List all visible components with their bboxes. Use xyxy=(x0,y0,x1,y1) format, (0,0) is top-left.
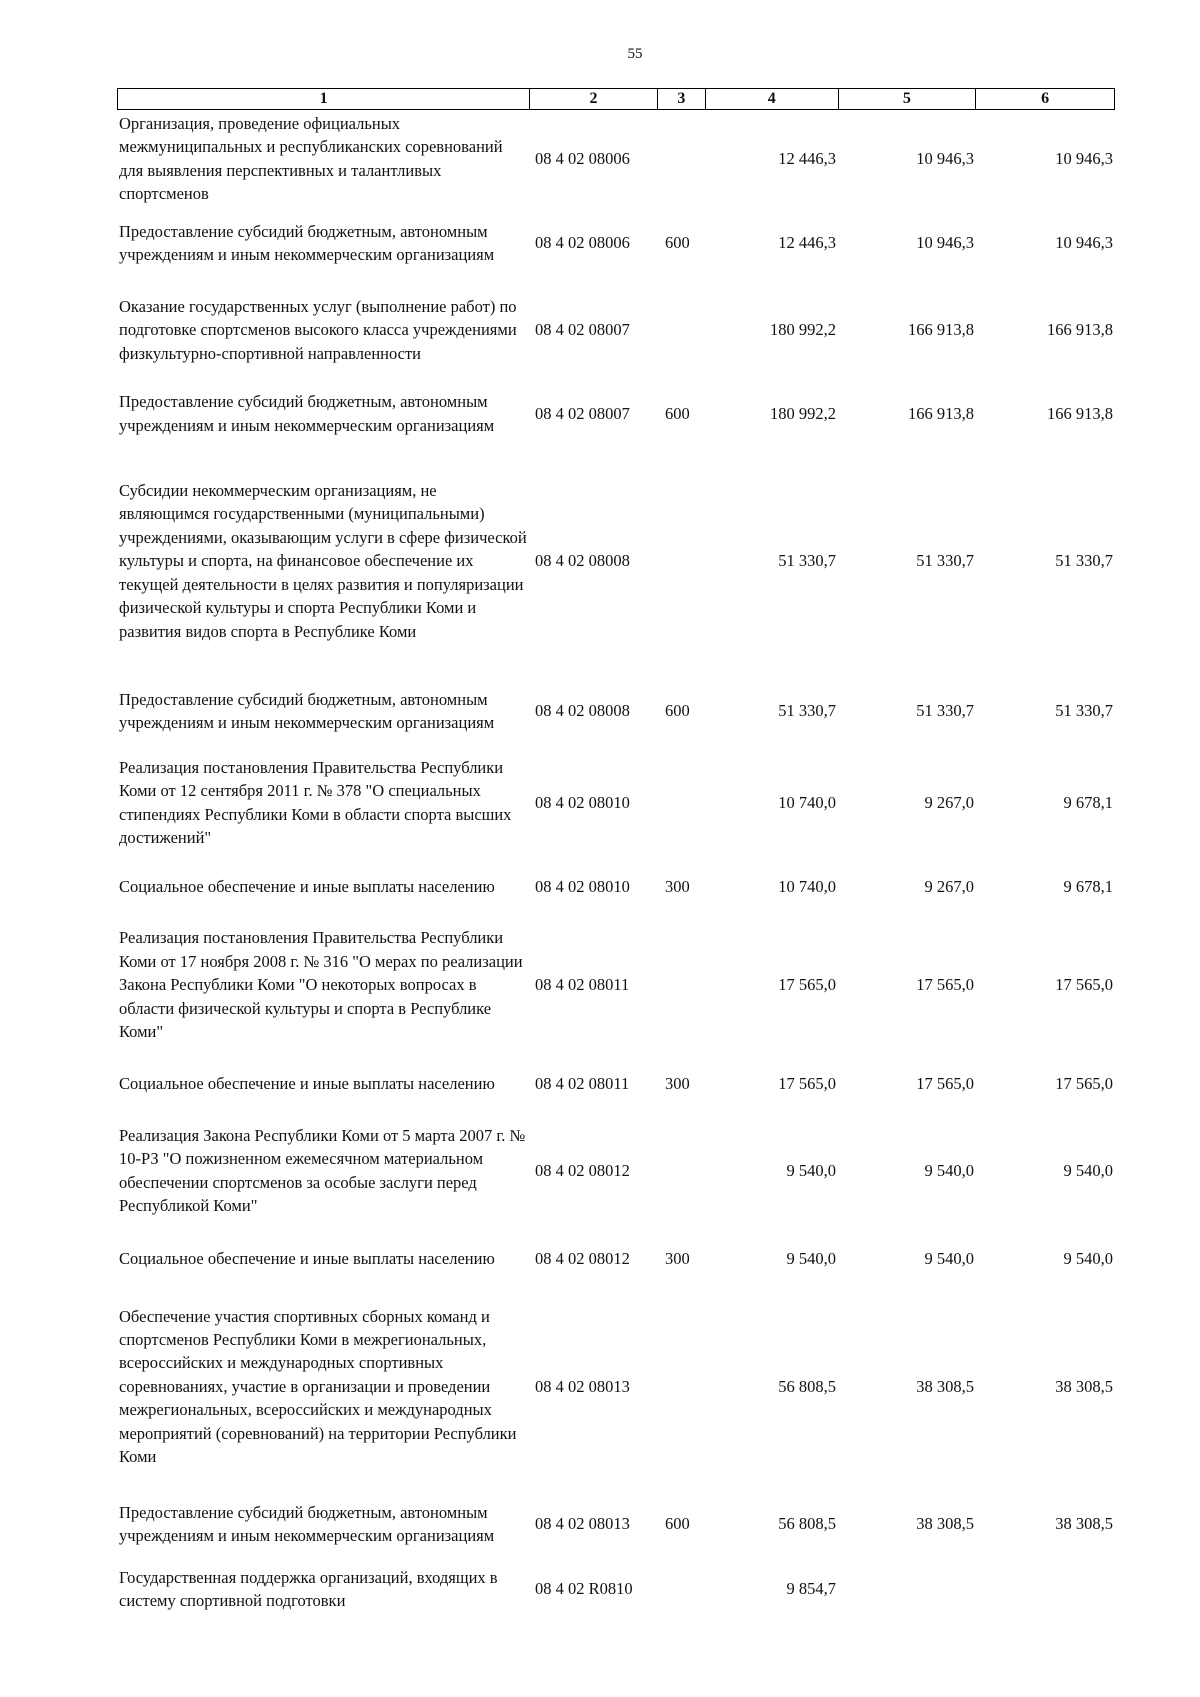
row-type: 300 xyxy=(665,876,690,896)
row-name: Социальное обеспечение и иные выплаты населению xyxy=(119,876,495,896)
table-row xyxy=(117,914,1115,1056)
row-name: Реализация постановления Правительства Республики Коми от 12 сентября 2011 г. № 378 "О специальных стипендиях Республики Коми в области спорта высших достижений" xyxy=(119,757,512,847)
row-code: 08 4 02 08011 xyxy=(535,975,630,994)
row-name: Предоставление субсидий бюджетным, автономным учреждениям и иным некоммерческим организациям xyxy=(119,221,495,264)
table-row xyxy=(117,446,1115,676)
row-value-col5: 166 913,8 xyxy=(908,320,974,339)
table-row xyxy=(117,1564,1115,1614)
table-body xyxy=(117,110,1115,1614)
row-value-col6: 9 540,0 xyxy=(1063,1249,1113,1268)
row-type: 300 xyxy=(665,1074,690,1093)
row-code: 08 4 02 08008 xyxy=(535,551,630,570)
row-code: 08 4 02 R0810 xyxy=(535,1579,633,1598)
row-value-col5: 9 540,0 xyxy=(924,1249,974,1268)
row-type: 600 xyxy=(665,403,690,423)
budget-table xyxy=(117,88,1115,1614)
row-name: Государственная поддержка организаций, входящих в систему спортивной подготовки xyxy=(119,1567,498,1610)
row-value-col6: 9 678,1 xyxy=(1063,876,1113,896)
table-header xyxy=(117,88,1115,110)
page-number: 55 xyxy=(627,46,643,62)
table-row xyxy=(117,1112,1115,1229)
row-type: 600 xyxy=(665,1514,690,1533)
table-row xyxy=(117,859,1115,914)
row-value-col5: 9 540,0 xyxy=(924,1160,974,1180)
row-value-col4: 17 565,0 xyxy=(778,975,836,994)
row-code: 08 4 02 08010 xyxy=(535,876,630,896)
row-value-col6: 38 308,5 xyxy=(1055,1376,1113,1396)
row-name: Социальное обеспечение и иные выплаты населению xyxy=(119,1074,495,1094)
row-value-col4: 9 540,0 xyxy=(786,1249,836,1268)
row-value-col6: 17 565,0 xyxy=(1055,1074,1113,1093)
row-code: 08 4 02 08007 xyxy=(535,320,630,339)
row-value-col5: 9 267,0 xyxy=(924,876,974,896)
table-row xyxy=(117,279,1115,381)
row-value-col5: 10 946,3 xyxy=(916,233,974,252)
table-row xyxy=(117,746,1115,859)
row-value-col5: 9 267,0 xyxy=(924,792,974,812)
row-code: 08 4 02 08006 xyxy=(535,148,630,168)
row-code: 08 4 02 08012 xyxy=(535,1160,630,1180)
row-code: 08 4 02 08006 xyxy=(535,233,630,252)
row-code: 08 4 02 08013 xyxy=(535,1514,630,1533)
row-name: Организация, проведение официальных межмуниципальных и республиканских соревнований для выявления перспективных и талантливых спортсменов xyxy=(119,113,503,203)
row-value-col4: 56 808,5 xyxy=(778,1376,836,1396)
row-code: 08 4 02 08012 xyxy=(535,1249,630,1268)
row-value-col5: 17 565,0 xyxy=(916,975,974,994)
row-value-col4: 180 992,2 xyxy=(770,403,836,423)
table-row xyxy=(117,110,1115,207)
row-value-col4: 56 808,5 xyxy=(778,1514,836,1533)
row-code: 08 4 02 08013 xyxy=(535,1376,630,1396)
row-value-col4: 12 446,3 xyxy=(778,233,836,252)
row-value-col5: 51 330,7 xyxy=(916,701,974,720)
table-row xyxy=(117,676,1115,746)
row-value-col4: 51 330,7 xyxy=(778,701,836,720)
row-value-col4: 180 992,2 xyxy=(770,320,836,339)
row-value-col4: 10 740,0 xyxy=(778,876,836,896)
row-value-col4: 12 446,3 xyxy=(778,148,836,168)
header-col-2: 2 xyxy=(529,89,657,109)
row-code: 08 4 02 08008 xyxy=(535,701,630,720)
row-value-col4: 9 854,7 xyxy=(786,1579,836,1598)
table-row xyxy=(117,381,1115,446)
row-type: 300 xyxy=(665,1249,690,1268)
row-value-col6: 17 565,0 xyxy=(1055,975,1113,994)
row-name: Реализация постановления Правительства Республики Коми от 17 ноября 2008 г. № 316 "О мерах по реализации Закона Республики Коми "О некоторых вопросах в области физической культуры и спорта в Республике Коми" xyxy=(119,928,523,1042)
row-type: 600 xyxy=(665,701,690,720)
header-col-3: 3 xyxy=(657,89,705,109)
table-row xyxy=(117,207,1115,279)
row-value-col6: 10 946,3 xyxy=(1055,148,1113,168)
row-name: Реализация Закона Республики Коми от 5 марта 2007 г. № 10-РЗ "О пожизненном ежемесячном материальном обеспечении спортсменов за особые заслуги перед Республикой Коми" xyxy=(119,1125,526,1215)
row-value-col4: 17 565,0 xyxy=(778,1074,836,1093)
header-col-1: 1 xyxy=(319,90,328,107)
row-value-col6: 38 308,5 xyxy=(1055,1514,1113,1533)
row-value-col6: 166 913,8 xyxy=(1047,403,1113,423)
table-row xyxy=(117,1289,1115,1484)
row-name: Обеспечение участия спортивных сборных команд и спортсменов Республики Коми в межрегиональных, всероссийских и международных спортивных соревнованиях, участие в организации и проведении межрегиональных, всероссийских и международных мероприятий (соревнований) на территории Республики Коми xyxy=(119,1306,517,1467)
row-value-col5: 51 330,7 xyxy=(916,551,974,570)
row-name: Оказание государственных услуг (выполнение работ) по подготовке спортсменов высокого класса учреждениями физкультурно-спортивной направленности xyxy=(119,296,517,363)
row-type: 600 xyxy=(665,233,690,252)
row-name: Субсидии некоммерческим организациям, не являющимся государственными (муниципальными) учреждениями, оказывающим услуги в сфере физической культуры и спорта, на финансовое обеспечение их текущей деятельности в целях развития и популяризации физической культуры и спорта Республики Коми и развития видов спорта в Республике Коми xyxy=(119,481,527,641)
row-value-col4: 51 330,7 xyxy=(778,551,836,570)
row-name: Предоставление субсидий бюджетным, автономным учреждениям и иным некоммерческим организациям xyxy=(119,689,495,732)
row-name: Предоставление субсидий бюджетным, автономным учреждениям и иным некоммерческим организациям xyxy=(119,1502,495,1545)
row-value-col5: 38 308,5 xyxy=(916,1376,974,1396)
row-value-col5: 166 913,8 xyxy=(908,403,974,423)
row-value-col6: 9 678,1 xyxy=(1063,792,1113,812)
row-value-col4: 9 540,0 xyxy=(786,1160,836,1180)
row-value-col6: 10 946,3 xyxy=(1055,233,1113,252)
row-value-col6: 9 540,0 xyxy=(1063,1160,1113,1180)
row-value-col5: 38 308,5 xyxy=(916,1514,974,1533)
row-name: Социальное обеспечение и иные выплаты населению xyxy=(119,1249,495,1269)
header-col-6: 6 xyxy=(975,89,1114,109)
row-code: 08 4 02 08011 xyxy=(535,1074,630,1093)
row-code: 08 4 02 08007 xyxy=(535,403,630,423)
row-value-col6: 51 330,7 xyxy=(1055,701,1113,720)
header-col-5: 5 xyxy=(838,89,976,109)
row-value-col5: 17 565,0 xyxy=(916,1074,974,1093)
table-row xyxy=(117,1229,1115,1289)
header-col-4: 4 xyxy=(705,89,838,109)
row-value-col5: 10 946,3 xyxy=(916,148,974,168)
row-name: Предоставление субсидий бюджетным, автономным учреждениям и иным некоммерческим организациям xyxy=(119,392,495,435)
table-row xyxy=(117,1484,1115,1564)
row-value-col4: 10 740,0 xyxy=(778,792,836,812)
table-row xyxy=(117,1056,1115,1112)
row-value-col6: 51 330,7 xyxy=(1055,551,1113,570)
row-value-col6: 166 913,8 xyxy=(1047,320,1113,339)
row-code: 08 4 02 08010 xyxy=(535,792,630,812)
